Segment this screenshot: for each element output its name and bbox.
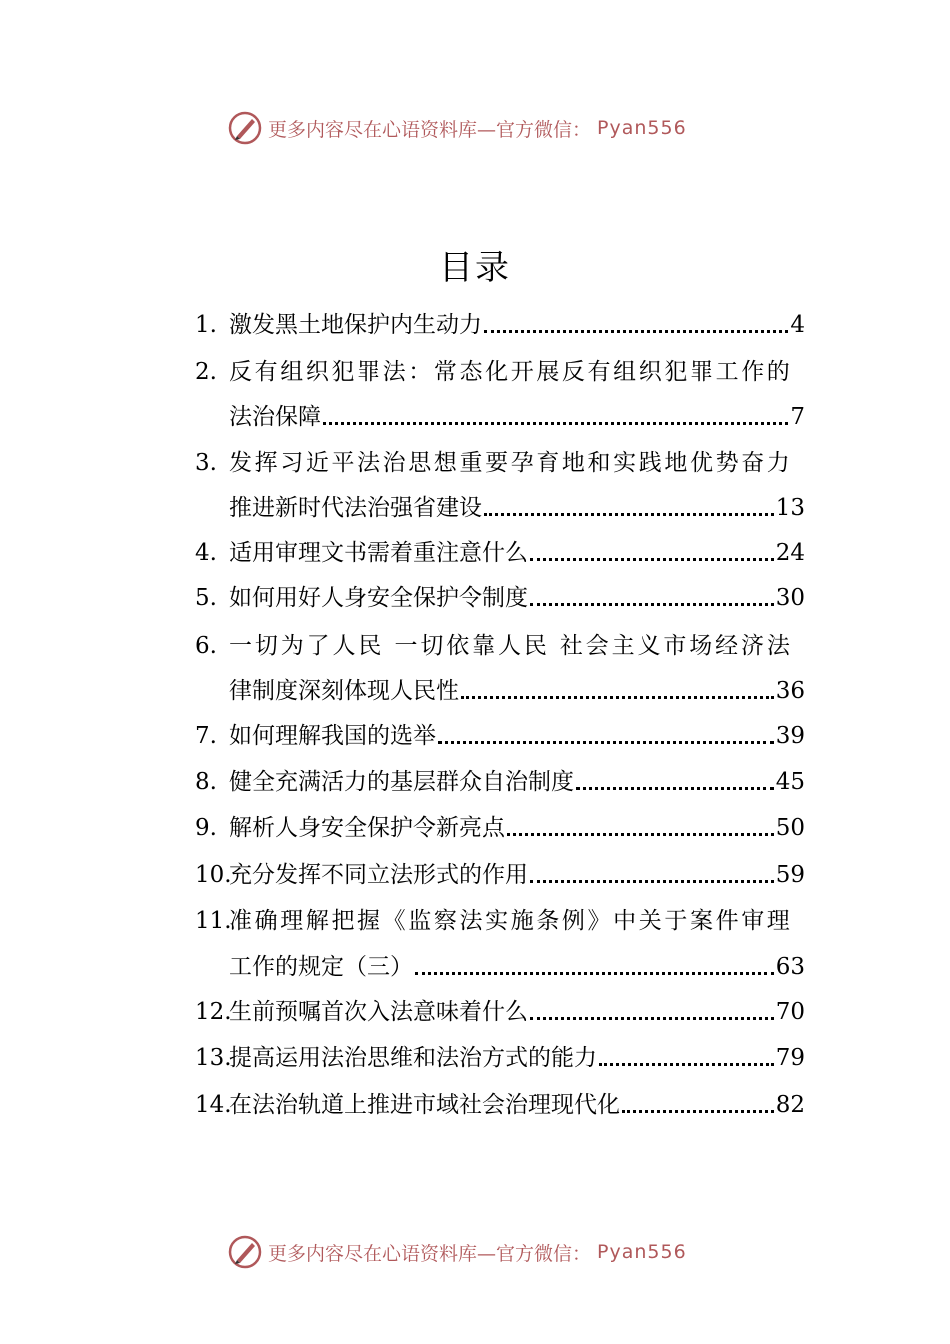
toc-dot-leader — [622, 1096, 774, 1113]
toc-entry-line[interactable] — [195, 356, 790, 388]
toc-entry-line[interactable] — [195, 1089, 805, 1121]
toc-entry-title: 如何理解我国的选举 — [229, 723, 436, 749]
toc-page-number: 59 — [775, 862, 805, 888]
toc-entry-line[interactable] — [195, 582, 805, 614]
header-banner — [228, 110, 748, 146]
header-banner-text: 更多内容尽在心语资料库—官方微信： — [268, 118, 592, 141]
toc-entry-line[interactable] — [195, 537, 805, 569]
toc-entry-number: 13. — [195, 1045, 232, 1071]
toc-dot-leader — [415, 958, 774, 975]
toc-page-number: 36 — [775, 678, 805, 704]
page-title: 目录 — [439, 248, 511, 288]
header-wechat-id: Pyan556 — [597, 117, 687, 139]
toc-entry-number: 6. — [195, 633, 217, 659]
toc-dot-leader — [484, 316, 788, 333]
toc-dot-leader — [438, 727, 774, 744]
toc-entry-title: 解析人身安全保护令新亮点 — [229, 815, 505, 841]
toc-dot-leader — [599, 1049, 774, 1066]
toc-entry-line[interactable] — [195, 720, 805, 752]
toc-entry-line[interactable] — [195, 675, 805, 707]
toc-entry-line[interactable] — [195, 859, 805, 891]
toc-entry-title: 激发黑土地保护内生动力 — [229, 312, 482, 338]
toc-page-number: 63 — [775, 954, 805, 980]
toc-entry-line[interactable] — [195, 812, 805, 844]
toc-page-number: 30 — [775, 585, 805, 611]
toc-entry-line[interactable] — [195, 905, 790, 937]
toc-entry-number: 1. — [195, 312, 217, 338]
toc-page-number: 7 — [790, 404, 805, 430]
toc-entry-number: 10. — [195, 862, 232, 888]
toc-entry-line[interactable] — [195, 996, 805, 1028]
toc-entry-title: 法治保障 — [229, 404, 321, 430]
toc-entry-line[interactable] — [195, 630, 790, 662]
toc-dot-leader — [530, 866, 774, 883]
toc-entry-title: 在法治轨道上推进市域社会治理现代化 — [229, 1092, 620, 1118]
toc-page-number: 39 — [775, 723, 805, 749]
footer-banner-text: 更多内容尽在心语资料库—官方微信： — [268, 1242, 592, 1265]
toc-entry-line[interactable] — [195, 492, 805, 524]
toc-page-number: 13 — [775, 495, 805, 521]
toc-entry-title: 提高运用法治思维和法治方式的能力 — [229, 1045, 597, 1071]
pen-logo-icon — [228, 1235, 262, 1269]
toc-entry-title: 充分发挥不同立法形式的作用 — [229, 862, 528, 888]
toc-dot-leader — [484, 499, 774, 516]
toc-entry-number: 3. — [195, 450, 217, 476]
toc-entry-number: 5. — [195, 585, 217, 611]
toc-dot-leader — [576, 773, 774, 790]
toc-entry-title: 推进新时代法治强省建设 — [229, 495, 482, 521]
toc-entry-title: 工作的规定（三） — [229, 954, 413, 980]
toc-page-number: 24 — [775, 540, 805, 566]
toc-entry-number: 4. — [195, 540, 217, 566]
toc-entry-title: 反 有 组 织 犯 罪 法 ： 常 态 化 开 展 反 有 组 织 犯 罪 工 作 的 — [229, 359, 790, 385]
toc-entry-line[interactable] — [195, 447, 790, 479]
toc-entry-title: 适用审理文书需着重注意什么 — [229, 540, 528, 566]
toc-entry-title: 准 确 理 解 把 握 《 监 察 法 实 施 条 例 》 中 关 于 案 件 审 理 — [229, 908, 790, 934]
toc-page-number: 82 — [775, 1092, 805, 1118]
toc-entry-number: 12. — [195, 999, 232, 1025]
toc-page-number: 50 — [775, 815, 805, 841]
toc-dot-leader — [461, 682, 774, 699]
toc-entry-title: 一 切 为 了 人 民 一 切 依 靠 人 民 社 会 主 义 市 场 经 济 法 — [229, 633, 790, 659]
pen-logo-icon — [228, 111, 262, 145]
toc-entry-title: 律制度深刻体现人民性 — [229, 678, 459, 704]
toc-entry-title: 生前预嘱首次入法意味着什么 — [229, 999, 528, 1025]
toc-dot-leader — [530, 1003, 774, 1020]
toc-entry-number: 2. — [195, 359, 217, 385]
toc-dot-leader — [530, 544, 774, 561]
toc-entry-line[interactable] — [195, 1042, 805, 1074]
toc-entry-title: 健全充满活力的基层群众自治制度 — [229, 769, 574, 795]
toc-entry-number: 9. — [195, 815, 217, 841]
footer-wechat-id: Pyan556 — [597, 1241, 687, 1263]
toc-entry-line[interactable] — [195, 766, 805, 798]
toc-entry-title: 如何用好人身安全保护令制度 — [229, 585, 528, 611]
toc-entry-line[interactable] — [195, 309, 805, 341]
toc-entry-number: 7. — [195, 723, 217, 749]
toc-entry-line[interactable] — [195, 951, 805, 983]
toc-dot-leader — [507, 819, 774, 836]
toc-entry-line[interactable] — [195, 401, 805, 433]
toc-dot-leader — [530, 589, 774, 606]
toc-page-number: 45 — [775, 769, 805, 795]
toc-entry-title: 发 挥 习 近 平 法 治 思 想 重 要 孕 育 地 和 实 践 地 优 势 奋 力 — [229, 450, 790, 476]
toc-page-number: 4 — [790, 312, 805, 338]
toc-page-number: 79 — [775, 1045, 805, 1071]
toc-dot-leader — [323, 408, 788, 425]
toc-entry-number: 11. — [195, 908, 232, 934]
toc-entry-number: 8. — [195, 769, 217, 795]
toc-page-number: 70 — [775, 999, 805, 1025]
footer-banner — [228, 1234, 748, 1270]
toc-entry-number: 14. — [195, 1092, 232, 1118]
